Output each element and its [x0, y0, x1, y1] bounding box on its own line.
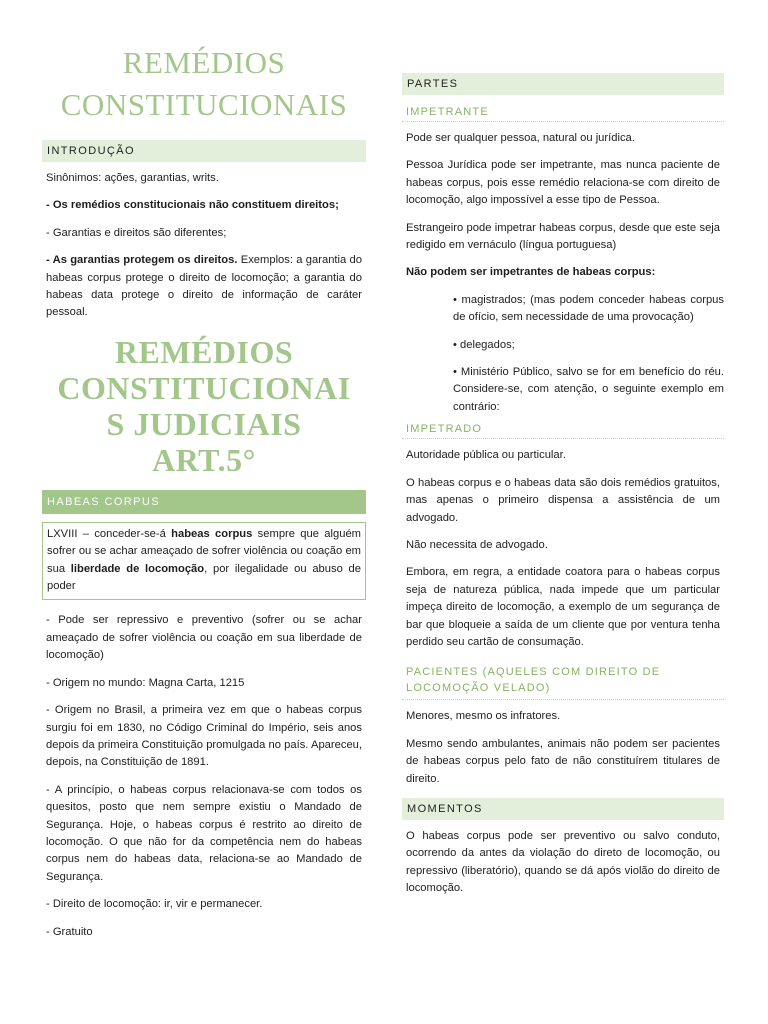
intro-paragraph-4-bold: - As garantias protegem os direitos.	[46, 254, 238, 267]
impetrante-bullet-list	[402, 292, 724, 416]
quote-part-d: liberdade de locomoção	[70, 562, 205, 575]
intro-paragraph-4	[42, 252, 366, 322]
impetrado-paragraph-3: Não necessita de advogado.	[406, 538, 548, 551]
intro-paragraph-2	[42, 197, 366, 214]
list-item: • delegados;	[453, 338, 515, 351]
section-heading-habeas-corpus: HABEAS CORPUS	[42, 490, 366, 514]
title2-line-4: ART.5°	[152, 441, 256, 478]
intro-paragraph-1: Sinônimos: ações, garantias, writs.	[46, 172, 219, 184]
page-title	[42, 42, 366, 126]
habeas-paragraph-1: - Pode ser repressivo e preventivo (sofrer ou se achar ameaçado de sofrer violência ou coação em sua liberdade de locomoção)	[46, 614, 362, 662]
intro-paragraph-2-text: - Os remédios constitucionais não constituem direitos;	[46, 199, 339, 212]
pacientes-paragraph-1: Menores, mesmo os infratores.	[406, 710, 561, 723]
constitution-quote	[47, 526, 361, 596]
intro-paragraph-4-rest: Exemplos: a garantia do habeas corpus protege o direito de locomoção; a garantia do habeas data protege o direito de informação de caráter pessoal.	[46, 254, 362, 319]
impetrado-paragraph-4: Embora, em regra, a entidade coatora para o habeas corpus seja de natureza pública, nada impede que um particular impeça direito de locomoção, a exemplo de um segurança de bar que bloqueie a saída de um cliente que por ventura tenha perdido seu cartão de consumação.	[406, 566, 720, 648]
constitution-quote-box	[42, 522, 366, 601]
title2-line-2: CONSTITUCIONAI	[57, 369, 351, 406]
page-title-line-1: REMÉDIOS	[122, 45, 286, 80]
pacientes-paragraph-2: Mesmo sendo ambulantes, animais não podem ser pacientes de habeas corpus pelo fato de não constituírem titulares de direito.	[406, 737, 720, 785]
intro-paragraph-3: - Garantias e direitos são diferentes;	[46, 226, 227, 239]
impetrante-paragraph-4	[402, 264, 724, 281]
list-item: • Ministério Público, salvo se for em benefício do réu. Considere-se, com atenção, o seguinte exemplo em contrário:	[453, 366, 724, 413]
title2-line-3: S JUDICIAIS	[106, 405, 302, 442]
impetrante-paragraph-3: Estrangeiro pode impetrar habeas corpus, desde que este seja redigido em vernáculo (língua portuguesa)	[406, 221, 720, 252]
right-column	[402, 0, 724, 908]
section-heading-partes: PARTES	[402, 73, 724, 95]
subheading-pacientes: PACIENTES (AQUELES COM DIREITO DE LOCOMOÇÃO VELADO)	[402, 661, 724, 700]
subheading-impetrante: IMPETRANTE	[402, 103, 724, 122]
page-title-line-2: CONSTITUCIONAIS	[60, 87, 348, 122]
subheading-impetrado: IMPETRADO	[402, 420, 724, 439]
quote-part-b: habeas corpus	[171, 527, 253, 540]
list-item: • magistrados; (mas podem conceder habeas corpus de ofício, sem necessidade de uma provocação)	[453, 293, 724, 324]
left-column	[42, 0, 366, 951]
section-title-judiciais	[42, 334, 366, 478]
impetrante-paragraph-2: Pessoa Jurídica pode ser impetrante, mas nunca paciente de habeas corpus, pois esse remédio relaciona-se com direito de locomoção, algo impossível a esse tipo de Pessoa.	[406, 159, 720, 207]
habeas-paragraph-4: - A princípio, o habeas corpus relacionava-se com todos os quesitos, posto que nem sempre existiu o Mandado de Segurança. Hoje, o habeas corpus é restrito ao direito de locomoção. O que não for da competência nem do habeas corpus nem do habeas data, relaciona-se ao Mandado de Segurança.	[46, 783, 362, 883]
title2-line-1: REMÉDIOS	[114, 333, 294, 370]
habeas-paragraph-5: - Direito de locomoção: ir, vir e permanecer.	[46, 898, 263, 911]
habeas-paragraph-6: - Gratuito	[46, 925, 93, 938]
section-heading-momentos: MOMENTOS	[402, 798, 724, 820]
section-heading-introducao: INTRODUÇÃO	[42, 140, 366, 162]
quote-part-c: sempre que alguém sofrer ou se achar ameaçado de sofrer violência ou coação em sua	[47, 527, 361, 575]
momentos-paragraph-1: O habeas corpus pode ser preventivo ou salvo conduto, ocorrendo da antes da violação do direto de locomoção, ou repressivo (liberatório), quando se dá após violão do direito de locomoção.	[406, 829, 720, 895]
impetrado-paragraph-2: O habeas corpus e o habeas data são dois remédios gratuitos, mas apenas o primeiro dispensa a assistência de um advogado.	[406, 476, 720, 524]
quote-part-e: , por ilegalidade ou abuso de poder	[47, 562, 361, 593]
quote-part-a: LXVIII – conceder-se-á	[47, 527, 172, 540]
impetrante-paragraph-4-text: Não podem ser impetrantes de habeas corpus:	[406, 266, 656, 279]
impetrante-paragraph-1: Pode ser qualquer pessoa, natural ou jurídica.	[406, 132, 635, 144]
impetrado-paragraph-1: Autoridade pública ou particular.	[406, 449, 566, 462]
habeas-paragraph-2: - Origem no mundo: Magna Carta, 1215	[46, 676, 245, 689]
habeas-paragraph-3: - Origem no Brasil, a primeira vez em que o habeas corpus surgiu foi em 1830, no Código Criminal do Império, seis anos depois da primeira Constituição promulgada no país. Apareceu, depois, na Constituição de 1891.	[46, 704, 362, 769]
